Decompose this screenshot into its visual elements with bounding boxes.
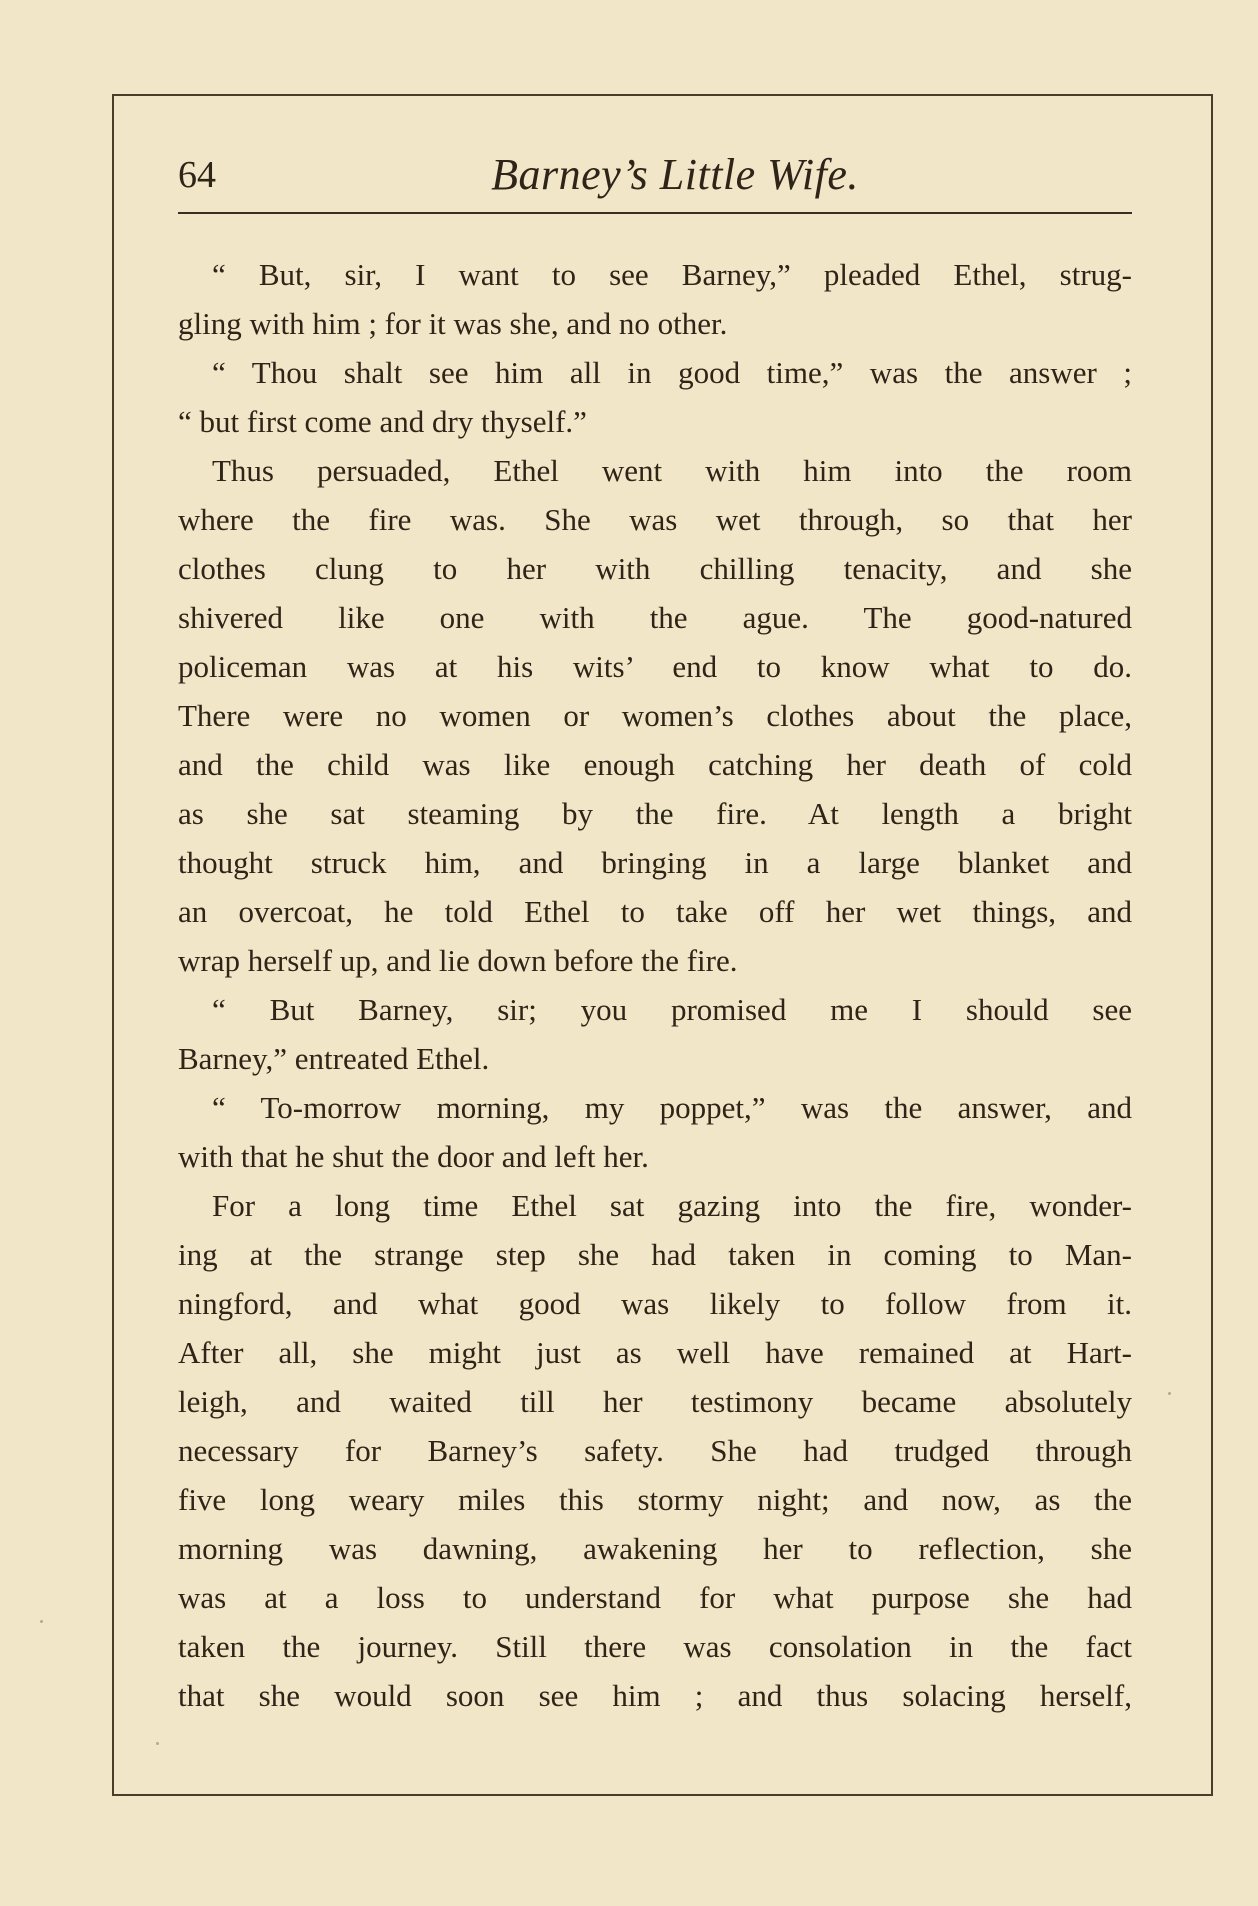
text-line: ing at the strange step she had taken in coming to Man- xyxy=(178,1237,1132,1272)
text-line: Barney,” entreated Ethel. xyxy=(178,1041,490,1076)
text-line: and the child was like enough catching her death of cold xyxy=(178,747,1132,782)
text-line: leigh, and waited till her testimony became absolutely xyxy=(178,1384,1132,1419)
text-line: “ Thou shalt see him all in good time,” was the answer ; xyxy=(212,355,1132,390)
running-title: Barney’s Little Wife. xyxy=(491,150,859,199)
running-header xyxy=(178,150,1132,212)
text-line: shivered like one with the ague. The good-natured xyxy=(178,600,1132,635)
text-line: “ but first come and dry thyself.” xyxy=(178,404,587,439)
text-line: ningford, and what good was likely to follow from it. xyxy=(178,1286,1132,1321)
text-line: “ But Barney, sir; you promised me I should see xyxy=(212,992,1132,1027)
text-line: an overcoat, he told Ethel to take off her wet things, and xyxy=(178,894,1132,929)
text-line: where the fire was. She was wet through, so that her xyxy=(178,502,1132,537)
text-line: There were no women or women’s clothes about the place, xyxy=(178,698,1132,733)
paper-speck xyxy=(156,1742,159,1745)
paper-speck xyxy=(1168,1392,1171,1395)
text-line: five long weary miles this stormy night; and now, as the xyxy=(178,1482,1132,1517)
paper-speck xyxy=(40,1620,43,1623)
text-line: Thus persuaded, Ethel went with him into the room xyxy=(212,453,1132,488)
text-line: necessary for Barney’s safety. She had trudged through xyxy=(178,1433,1132,1468)
text-line: thought struck him, and bringing in a large blanket and xyxy=(178,845,1132,880)
text-line: gling with him ; for it was she, and no other. xyxy=(178,306,728,341)
text-line: “ To-morrow morning, my poppet,” was the answer, and xyxy=(212,1090,1132,1125)
text-line: as she sat steaming by the fire. At length a bright xyxy=(178,796,1132,831)
text-line: After all, she might just as well have remained at Hart- xyxy=(178,1335,1132,1370)
text-line: For a long time Ethel sat gazing into the fire, wonder- xyxy=(212,1188,1132,1223)
text-line: policeman was at his wits’ end to know what to do. xyxy=(178,649,1132,684)
text-line: that she would soon see him ; and thus solacing herself, xyxy=(178,1678,1132,1713)
body-text xyxy=(178,250,1132,1720)
text-line: morning was dawning, awakening her to reflection, she xyxy=(178,1531,1132,1566)
text-line: wrap herself up, and lie down before the fire. xyxy=(178,943,738,978)
text-line: taken the journey. Still there was consolation in the fact xyxy=(178,1629,1132,1664)
text-line: clothes clung to her with chilling tenacity, and she xyxy=(178,551,1132,586)
header-rule xyxy=(178,212,1132,214)
text-line: with that he shut the door and left her. xyxy=(178,1139,649,1174)
page-number: 64 xyxy=(178,154,216,196)
text-line: was at a loss to understand for what purpose she had xyxy=(178,1580,1132,1615)
text-line: “ But, sir, I want to see Barney,” pleaded Ethel, strug- xyxy=(212,257,1132,292)
